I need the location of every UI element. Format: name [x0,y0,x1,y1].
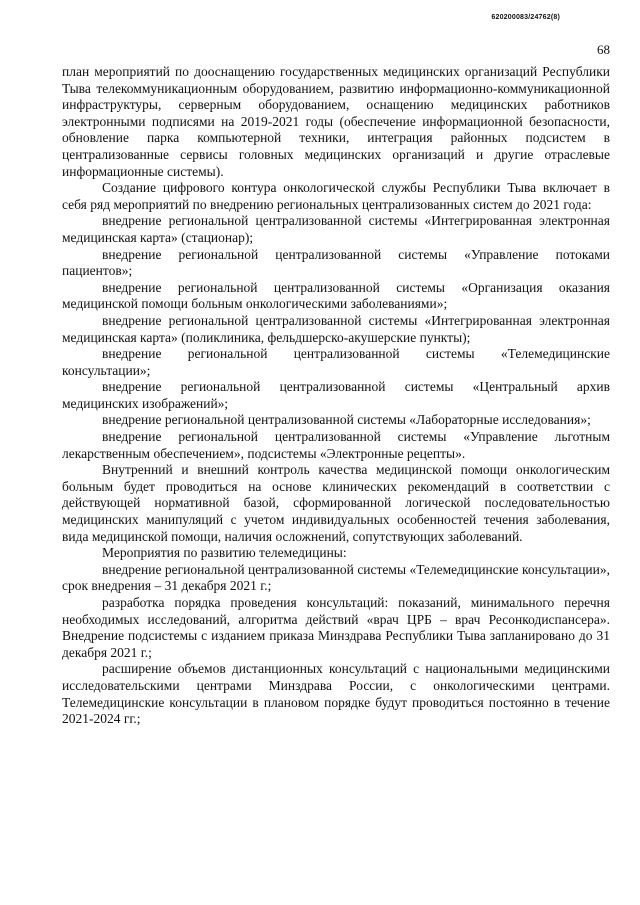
list-item: расширение объемов дистанционных консультаций с национальными медицинскими исследовательскими центрами Минздрава России, с онкологическими центрами. Телемедицинские консультации в плановом порядке будут проводиться постоянно в течение 2021-2024 гг.; [62,661,610,727]
list-item: разработка порядка проведения консультаций: показаний, минимального перечня необходимых исследований, алгоритма действий «врач ЦРБ – врач Ресонкодиспансера». Внедрение подсистемы с изданием приказа Минздрава Республики Тыва запланировано до 31 декабря 2021 г.; [62,595,610,660]
paragraph: Внутренний и внешний контроль качества медицинской помощи онкологическим больным будет проводиться на основе клинических рекомендаций в соответствии с действующей нормативной базой, сформированной логической последовательностью медицинских манипуляций с учетом индивидуальных особенностей течения заболевания, вида медицинской помощи, наличия осложнений, сопутствующих заболеваний. [62,462,610,544]
list-item: внедрение региональной централизованной системы «Управление льготным лекарственным обеспечением», подсистемы «Электронные рецепты». [62,429,610,461]
list-item: внедрение региональной централизованной системы «Центральный архив медицинских изображений»; [62,379,610,411]
list-item: внедрение региональной централизованной системы «Управление потоками пациентов»; [62,246,610,279]
list-item: внедрение региональной централизованной системы «Лабораторные исследования»; [102,412,591,428]
paragraph: Создание цифрового контура онкологической службы Республики Тыва включает в себя ряд мероприятий по внедрению региональных централизованных систем до 2021 года: [62,180,610,212]
list-item: внедрение региональной централизованной системы «Интегрированная электронная медицинская карта» (поликлиника, фельдшерско-акушерские пункты); [62,312,610,345]
paragraph: Мероприятия по развитию телемедицины: [102,545,347,561]
document-code: 620200083/24762(8) [491,14,560,21]
document-body [62,64,610,728]
list-item: внедрение региональной централизованной системы «Интегрированная электронная медицинская карта» (стационар); [62,213,610,245]
list-item: внедрение региональной централизованной системы «Организация оказания медицинской помощи больным онкологическими заболеваниями»; [62,279,610,312]
page-number: 68 [597,42,610,57]
list-item: внедрение региональной централизованной системы «Телемедицинские консультации»; [62,346,610,378]
list-item: внедрение региональной централизованной системы «Телемедицинские консультации», срок внедрения – 31 декабря 2021 г.; [62,561,610,594]
paragraph: план мероприятий по дооснащению государственных медицинских организаций Республики Тыва телекоммуникационным оборудованием, развитию информационно-коммуникационной инфраструктуры, серверным оборудованием, оснащению медицинских работников электронными подписями на 2019-2021 годы (обеспечение информационной безопасности, обновление парка компьютерной техники, интеграция районных подсистем в централизованные сервисы головных медицинских организаций и другие отраслевые информационные системы). [62,64,610,179]
